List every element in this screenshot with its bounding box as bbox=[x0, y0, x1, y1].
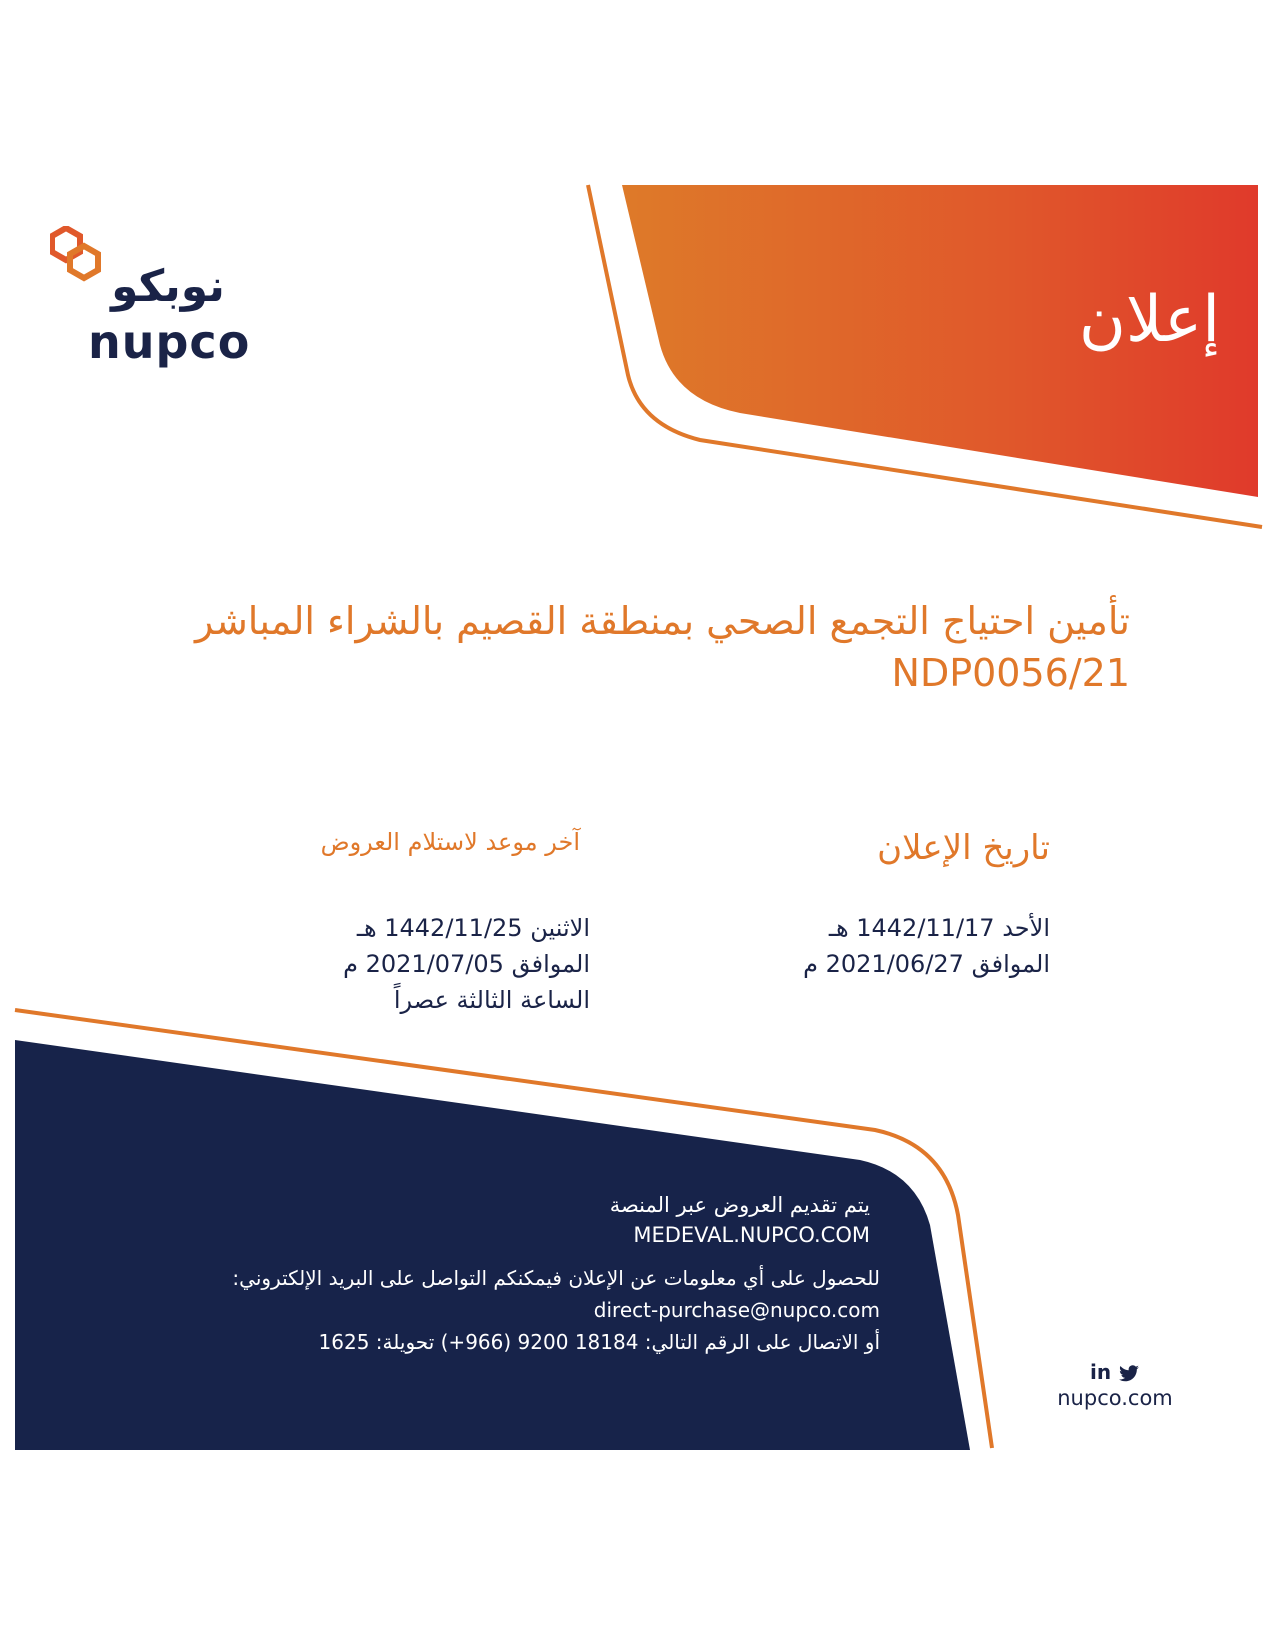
deadline-hijri: الاثنين 1442/11/25 هـ bbox=[356, 914, 590, 942]
contact-phone: أو الاتصال على الرقم التالي: 18184 9200 (966+) تحويلة: 1625 bbox=[318, 1330, 880, 1354]
announcement-title-text: تأمين احتياج التجمع الصحي بمنطقة القصيم بالشراء المباشر bbox=[195, 599, 1130, 643]
contact-text: للحصول على أي معلومات عن الإعلان فيمكنكم التواصل على البريد الإلكتروني: bbox=[232, 1266, 880, 1290]
social-block bbox=[1050, 1360, 1180, 1412]
twitter-icon[interactable] bbox=[1118, 1365, 1140, 1383]
platform-link[interactable]: MEDEVAL.NUPCO.COM bbox=[633, 1223, 870, 1247]
linkedin-icon[interactable]: in bbox=[1089, 1360, 1112, 1384]
website-link[interactable]: nupco.com bbox=[1057, 1386, 1173, 1410]
submission-info bbox=[560, 1190, 870, 1250]
social-icons bbox=[1050, 1360, 1180, 1384]
deadline-heading: آخر موعد لاستلام العروض bbox=[320, 828, 580, 856]
banner-title: إعلان bbox=[1078, 283, 1220, 357]
announce-date-lines bbox=[690, 910, 1050, 982]
announce-date-gregorian: الموافق 2021/06/27 م bbox=[803, 950, 1050, 978]
deadline-gregorian: الموافق 2021/07/05 م bbox=[343, 950, 590, 978]
announce-date-heading: تاريخ الإعلان bbox=[877, 828, 1050, 868]
logo-arabic-text: نوبكو bbox=[111, 261, 225, 312]
announcement-title bbox=[120, 595, 1130, 699]
submission-text: يتم تقديم العروض عبر المنصة bbox=[609, 1193, 870, 1217]
announce-date-hijri: الأحد 1442/11/17 هـ bbox=[828, 914, 1050, 942]
contact-info bbox=[100, 1262, 880, 1358]
announcement-code: NDP0056/21 bbox=[891, 651, 1130, 695]
contact-email-link[interactable]: direct-purchase@nupco.com bbox=[593, 1298, 880, 1322]
deadline-lines bbox=[230, 910, 590, 1018]
deadline-time: الساعة الثالثة عصراً bbox=[393, 986, 590, 1014]
logo-english-text: nupco bbox=[88, 315, 251, 369]
